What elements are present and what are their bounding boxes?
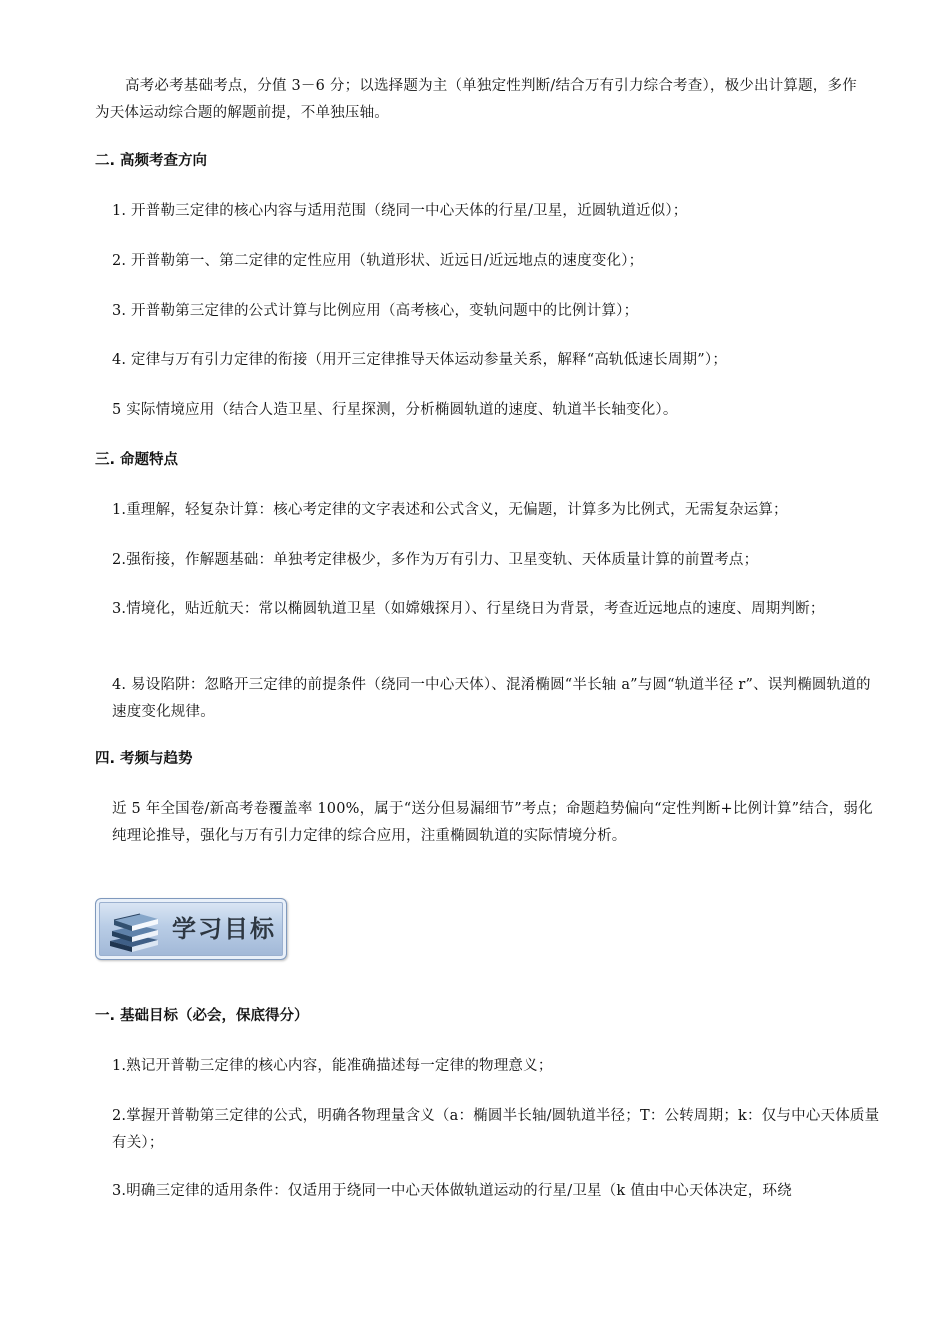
- intro-paragraph: 高考必考基础考点，分值 3－6 分；以选择题为主（单独定性判断/结合万有引力综合考查），极少出计算题，多作为天体运动综合题的解题前提，不单独压轴。: [95, 78, 857, 121]
- section-heading-4: 四. 考频与趋势: [95, 751, 193, 767]
- trend-paragraph: 近 5 年全国卷/新高考卷覆盖率 100%，属于“送分但易漏细节”考点；命题趋势偏向“定性判断+比例计算”结合，弱化纯理论推导，强化与万有引力定律的综合应用，注重椭圆轨道的实际情境分析。: [112, 801, 873, 844]
- list-item: 5 实际情境应用（结合人造卫星、行星探测，分析椭圆轨道的速度、轨道半长轴变化）。: [112, 402, 678, 418]
- list-item: 2.掌握开普勒第三定律的公式，明确各物理量含义（a：椭圆半长轴/圆轨道半径；T：公转周期；k：仅与中心天体质量有关）；: [112, 1108, 880, 1151]
- list-item: 1. 开普勒三定律的核心内容与适用范围（绕同一中心天体的行星/卫星，近圆轨道近似）；: [112, 203, 688, 219]
- banner-title: 学习目标: [172, 915, 276, 943]
- list-item: 3.明确三定律的适用条件：仅适用于绕同一中心天体做轨道运动的行星/卫星（k 值由中心天体决定，环绕: [112, 1183, 792, 1199]
- list-item: 2.强衔接，作解题基础：单独考定律极少，多作为万有引力、卫星变轨、天体质量计算的前置考点；: [112, 552, 759, 568]
- goals-heading: 一. 基础目标（必会，保底得分）: [95, 1008, 309, 1024]
- section-heading-3: 三. 命题特点: [95, 452, 179, 468]
- list-item: 3.情境化，贴近航天：常以椭圆轨道卫星（如嫦娥探月）、行星绕日为背景，考查近远地点的速度、周期判断；: [112, 601, 825, 617]
- list-item: 1.重理解，轻复杂计算：核心考定律的文字表述和公式含义，无偏题，计算多为比例式，无需复杂运算；: [112, 502, 788, 518]
- books-icon: [106, 907, 162, 953]
- list-item: 2. 开普勒第一、第二定律的定性应用（轨道形状、近远日/近远地点的速度变化）；: [112, 253, 644, 269]
- list-item: 1.熟记开普勒三定律的核心内容，能准确描述每一定律的物理意义；: [112, 1058, 553, 1074]
- section-heading-2: 二. 高频考查方向: [95, 153, 208, 169]
- list-item: 4. 易设陷阱：忽略开三定律的前提条件（绕同一中心天体）、混淆椭圆“半长轴 a”与圆“轨道半径 r”、误判椭圆轨道的速度变化规律。: [112, 677, 871, 720]
- list-item: 3. 开普勒第三定律的公式计算与比例应用（高考核心，变轨问题中的比例计算）；: [112, 303, 639, 319]
- study-goals-banner: [95, 898, 287, 960]
- list-item: 4. 定律与万有引力定律的衔接（用开三定律推导天体运动参量关系，解释“高轨低速长周期”）；: [112, 352, 728, 368]
